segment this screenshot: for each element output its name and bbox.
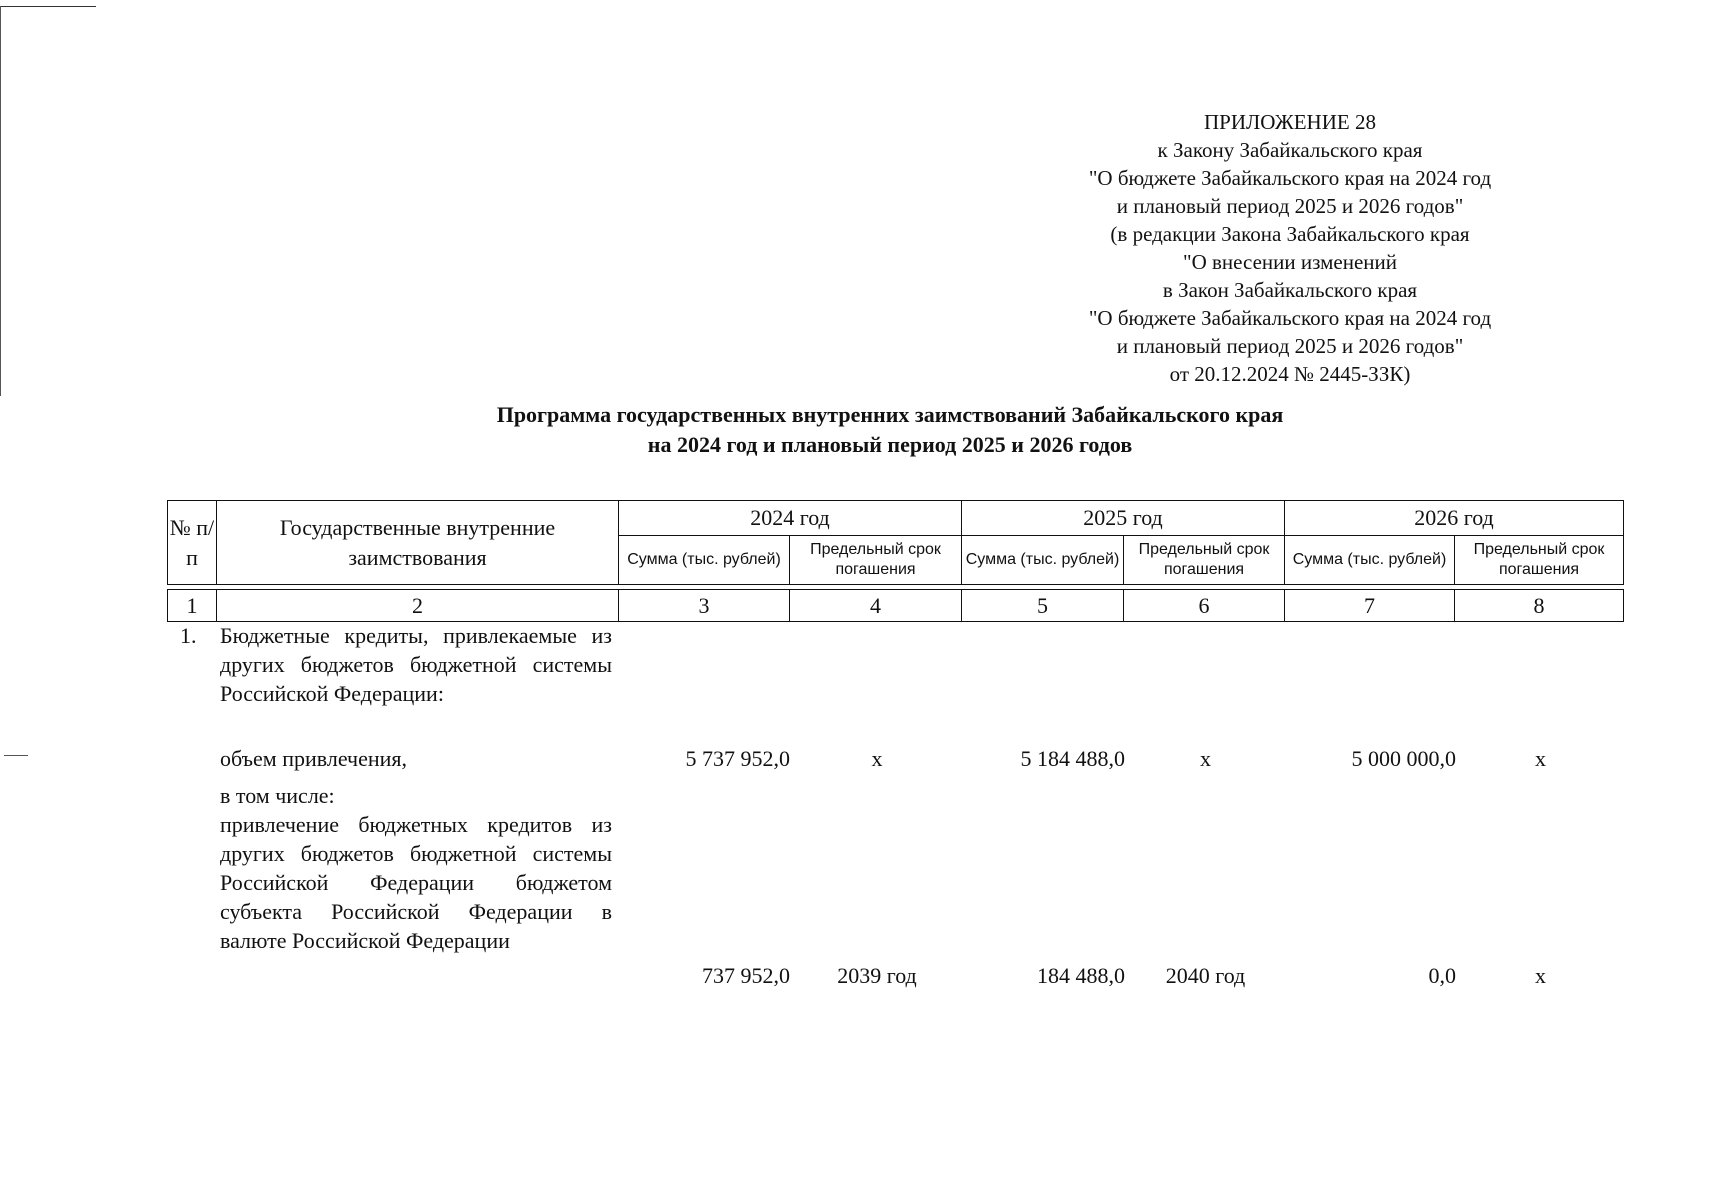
header-number: № п/п — [168, 501, 217, 585]
volume-2026-term: х — [1535, 746, 1546, 771]
sub-2025-term: 2040 год — [1165, 963, 1246, 988]
appendix-line: "О бюджете Забайкальского края на 2024 год — [1088, 166, 1492, 190]
volume-2024-sum: 5 737 952,0 — [685, 746, 790, 771]
sub-2026-term: х — [1535, 963, 1546, 988]
volume-label: объем привлечения, — [220, 746, 408, 771]
header-borrowings: Государственные внутренние заимствования — [217, 501, 619, 585]
appendix-line: (в редакции Закона Забайкальского края — [1110, 222, 1470, 246]
header-term: Предельный срок погашения — [1124, 536, 1285, 585]
sub-2024-term: 2039 год — [837, 963, 917, 988]
volume-2024-term: х — [871, 746, 883, 771]
column-number: 2 — [217, 590, 619, 622]
column-number: 4 — [790, 590, 962, 622]
appendix-line: "О бюджете Забайкальского края на 2024 год — [1088, 306, 1492, 330]
column-number: 5 — [962, 590, 1124, 622]
header-sum: Сумма (тыс. рублей) — [1285, 536, 1455, 585]
volume-2026-sum: 5 000 000,0 — [1351, 746, 1456, 771]
header-year-2026: 2026 год — [1285, 501, 1624, 536]
appendix-line: в Закон Забайкальского края — [1162, 278, 1418, 302]
item-number: 1. — [180, 623, 197, 648]
appendix-line: "О внесении изменений — [1183, 250, 1397, 274]
header-sum: Сумма (тыс. рублей) — [619, 536, 790, 585]
scan-edge-mark — [0, 6, 1, 396]
volume-2025-term: х — [1200, 746, 1211, 771]
sub-2026-sum: 0,0 — [1428, 963, 1456, 988]
volume-2025-sum: 5 184 488,0 — [1020, 746, 1125, 771]
appendix-line: и плановый период 2025 и 2026 годов" — [1116, 194, 1464, 218]
column-number: 8 — [1455, 590, 1624, 622]
title-line-1: Программа государственных внутренних заимствований Забайкальского края — [496, 402, 1284, 427]
sub-item-description: привлечение бюджетных кредитов из других бюджетов бюджетной системы Российской Федерации бюджетом субъекта Российской Федерации в валюте Российской Федерации — [220, 812, 612, 953]
item-description: Бюджетные кредиты, привлекаемые из других бюджетов бюджетной системы Российской Федерации: — [220, 623, 612, 706]
borrowings-table-header — [167, 500, 1624, 622]
column-number: 6 — [1124, 590, 1285, 622]
appendix-line: ПРИЛОЖЕНИЕ 28 — [1204, 110, 1376, 134]
appendix-line: к Закону Забайкальского края — [1157, 138, 1423, 162]
header-term: Предельный срок погашения — [1455, 536, 1624, 585]
header-year-2025: 2025 год — [962, 501, 1285, 536]
appendix-line: от 20.12.2024 № 2445-ЗЗК) — [1169, 362, 1411, 386]
including-label: в том числе: — [220, 783, 335, 808]
column-number: 1 — [168, 590, 217, 622]
title-line-2: на 2024 год и плановый период 2025 и 2026 годов — [647, 432, 1133, 457]
document-title — [0, 400, 1718, 460]
sub-2025-sum: 184 488,0 — [1037, 963, 1125, 988]
scan-edge-mark — [4, 755, 28, 756]
appendix-line: и плановый период 2025 и 2026 годов" — [1116, 334, 1464, 358]
scan-edge-mark — [0, 6, 96, 7]
appendix-header — [1040, 108, 1540, 388]
sub-2024-sum: 737 952,0 — [702, 963, 790, 988]
column-number: 3 — [619, 590, 790, 622]
column-number: 7 — [1285, 590, 1455, 622]
header-term: Предельный срок погашения — [790, 536, 962, 585]
header-sum: Сумма (тыс. рублей) — [962, 536, 1124, 585]
header-year-2024: 2024 год — [619, 501, 962, 536]
